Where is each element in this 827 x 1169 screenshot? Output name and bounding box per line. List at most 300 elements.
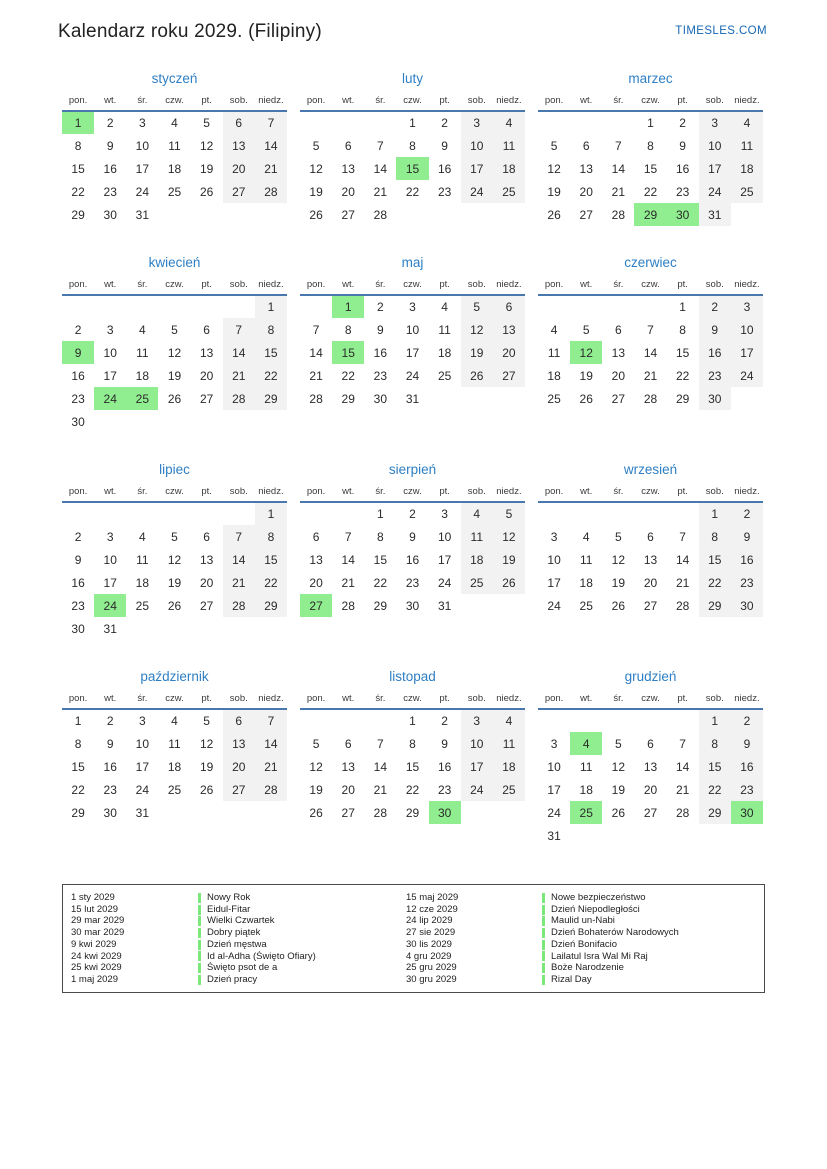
day-cell: 24 <box>405 368 420 383</box>
day-cell: 13 <box>199 552 214 567</box>
legend-holiday-label: Wielki Czwartek <box>207 915 275 927</box>
weekday-header: pon. <box>306 95 326 106</box>
legend-date: 4 gru 2029 <box>406 950 452 962</box>
weekday-header: niedz. <box>258 95 284 106</box>
day-cell: 11 <box>579 552 593 567</box>
day-cell: 29 <box>699 594 731 617</box>
holiday-day-cell: 15 <box>332 341 364 364</box>
day-cell: 25 <box>579 598 593 613</box>
month-grid <box>538 482 763 617</box>
day-cell: 21 <box>675 575 690 590</box>
empty-cell <box>570 111 602 134</box>
holiday-marker <box>542 905 545 915</box>
legend-holiday-label: Nowe bezpieczeństwo <box>551 892 646 903</box>
day-cell: 1 <box>679 300 686 314</box>
day-cell: 4 <box>461 502 493 525</box>
month-title: wrzesień <box>623 462 678 477</box>
day-cell: 18 <box>493 157 525 180</box>
day-cell: 8 <box>409 138 416 153</box>
day-cell: 6 <box>223 111 255 134</box>
day-cell: 4 <box>582 529 590 544</box>
day-cell: 9 <box>74 552 82 567</box>
day-cell: 30 <box>373 391 388 406</box>
day-cell: 18 <box>437 345 452 360</box>
legend-holiday-label: Rizal Day <box>551 973 592 985</box>
day-cell: 5 <box>171 322 178 337</box>
weekday-header: śr. <box>375 693 386 704</box>
day-cell: 12 <box>547 161 561 176</box>
empty-cell <box>602 709 634 732</box>
legend-holiday-name <box>198 904 406 916</box>
weekday-header: pon. <box>68 486 88 497</box>
weekday-header: pon. <box>544 693 564 704</box>
day-cell: 13 <box>341 161 355 176</box>
day-cell: 6 <box>203 322 210 337</box>
day-cell: 5 <box>615 529 622 544</box>
day-cell: 26 <box>461 364 493 387</box>
day-cell: 15 <box>643 161 658 176</box>
day-cell: 9 <box>731 732 763 755</box>
day-cell: 12 <box>199 736 214 751</box>
weekday-header: sob. <box>467 693 486 704</box>
day-cell: 14 <box>373 759 388 774</box>
day-cell: 29 <box>405 805 420 820</box>
day-cell: 10 <box>103 552 117 567</box>
legend-holiday-name <box>542 892 764 904</box>
weekday-header: pt. <box>439 95 450 106</box>
day-cell: 4 <box>139 529 146 544</box>
day-cell: 17 <box>135 161 150 176</box>
day-cell: 31 <box>135 805 150 820</box>
holiday-marker <box>542 940 545 950</box>
empty-cell <box>94 410 126 433</box>
empty-cell <box>570 295 602 318</box>
day-cell: 19 <box>493 548 525 571</box>
day-cell: 17 <box>405 345 420 360</box>
day-cell: 23 <box>373 368 388 383</box>
weekday-header: pon. <box>544 95 564 106</box>
day-cell: 10 <box>547 552 561 567</box>
day-cell: 28 <box>309 391 323 406</box>
weekday-header: sob. <box>467 95 486 106</box>
weekday-header: czw. <box>165 279 184 290</box>
day-cell: 6 <box>582 138 590 153</box>
weekday-header: wt. <box>104 279 117 290</box>
day-cell: 12 <box>611 759 626 774</box>
page-header <box>0 0 827 43</box>
day-cell: 1 <box>377 507 384 521</box>
day-cell: 2 <box>409 507 416 521</box>
day-cell: 17 <box>103 368 117 383</box>
weekday-header: czw. <box>641 486 660 497</box>
day-cell: 15 <box>373 552 388 567</box>
empty-cell <box>255 203 287 226</box>
day-cell: 2 <box>699 295 731 318</box>
day-cell: 5 <box>493 502 525 525</box>
day-cell: 7 <box>344 529 352 544</box>
day-cell: 20 <box>223 157 255 180</box>
day-cell: 3 <box>731 295 763 318</box>
day-cell: 6 <box>344 138 352 153</box>
holiday-marker <box>542 893 545 903</box>
day-cell: 23 <box>437 782 452 797</box>
day-cell: 16 <box>103 161 117 176</box>
day-cell: 8 <box>699 732 731 755</box>
day-cell: 26 <box>611 598 626 613</box>
legend-holiday-name <box>542 939 764 951</box>
weekday-header: sob. <box>229 486 248 497</box>
day-cell: 4 <box>550 322 558 337</box>
month-title: kwiecień <box>148 255 201 270</box>
month-grid <box>62 275 287 433</box>
weekday-header: wt. <box>580 95 593 106</box>
day-cell: 30 <box>731 594 763 617</box>
day-cell: 21 <box>223 364 255 387</box>
brand-link[interactable]: TIMESLES.COM <box>675 25 767 37</box>
empty-cell <box>602 824 634 847</box>
weekday-header: wt. <box>342 95 355 106</box>
day-cell: 22 <box>71 184 85 199</box>
weekday-header: pon. <box>68 693 88 704</box>
day-cell: 26 <box>579 391 593 406</box>
empty-cell <box>538 502 570 525</box>
day-cell: 3 <box>699 111 731 134</box>
empty-cell <box>493 387 525 410</box>
day-cell: 13 <box>493 318 525 341</box>
day-cell: 30 <box>103 805 117 820</box>
empty-cell <box>158 801 190 824</box>
legend-holiday-name <box>542 962 764 974</box>
weekday-header: śr. <box>613 693 624 704</box>
legend-date: 1 maj 2029 <box>71 973 119 985</box>
day-cell: 19 <box>167 575 182 590</box>
day-cell: 23 <box>405 575 420 590</box>
day-cell: 1 <box>255 295 287 318</box>
holiday-marker <box>198 963 201 973</box>
empty-cell <box>300 295 332 318</box>
empty-cell <box>62 295 94 318</box>
day-cell: 1 <box>699 709 731 732</box>
weekday-header: niedz. <box>258 486 284 497</box>
month-grid <box>538 275 763 410</box>
legend-holiday-name <box>198 974 406 986</box>
empty-cell <box>602 502 634 525</box>
day-cell: 19 <box>461 341 493 364</box>
month-grid <box>300 482 525 617</box>
month-title: październik <box>140 669 209 684</box>
holiday-marker <box>198 928 201 938</box>
months-grid <box>62 69 827 872</box>
day-cell: 26 <box>167 598 182 613</box>
day-cell: 29 <box>71 207 85 222</box>
day-cell: 7 <box>647 322 654 337</box>
month-grid <box>300 275 525 410</box>
empty-cell <box>191 617 223 640</box>
day-cell: 30 <box>699 387 731 410</box>
holiday-day-cell: 30 <box>429 801 461 824</box>
empty-cell <box>158 295 190 318</box>
empty-cell <box>396 203 428 226</box>
day-cell: 17 <box>437 552 452 567</box>
empty-cell <box>191 801 223 824</box>
legend-holiday-name <box>198 927 406 939</box>
day-cell: 3 <box>550 736 558 751</box>
empty-cell <box>300 111 332 134</box>
day-cell: 16 <box>373 345 388 360</box>
legend-holiday-label: Id al-Adha (Święto Ofiary) <box>207 950 316 962</box>
day-cell: 22 <box>643 184 658 199</box>
empty-cell <box>223 617 255 640</box>
day-cell: 18 <box>493 755 525 778</box>
day-cell: 28 <box>255 778 287 801</box>
holiday-day-cell: 15 <box>396 157 428 180</box>
weekday-header: wt. <box>342 693 355 704</box>
day-cell: 12 <box>493 525 525 548</box>
day-cell: 8 <box>255 318 287 341</box>
month-7 <box>62 460 287 667</box>
legend-holiday-label: Święto psot de a <box>207 962 278 974</box>
empty-cell <box>667 709 699 732</box>
day-cell: 29 <box>255 594 287 617</box>
day-cell: 12 <box>611 552 626 567</box>
day-cell: 26 <box>167 391 182 406</box>
day-cell: 18 <box>461 548 493 571</box>
legend-holiday-name <box>198 939 406 951</box>
empty-cell <box>94 295 126 318</box>
day-cell: 7 <box>223 525 255 548</box>
day-cell: 11 <box>461 525 493 548</box>
day-cell: 22 <box>405 184 420 199</box>
day-cell: 19 <box>579 368 593 383</box>
day-cell: 25 <box>135 598 150 613</box>
weekday-header: sob. <box>229 95 248 106</box>
day-cell: 17 <box>547 782 561 797</box>
legend-holiday-name <box>198 892 406 904</box>
legend-date: 9 kwi 2029 <box>71 938 117 950</box>
month-12 <box>538 667 763 872</box>
weekday-header: niedz. <box>734 486 760 497</box>
day-cell: 27 <box>611 391 626 406</box>
day-cell: 21 <box>309 368 323 383</box>
day-cell: 14 <box>309 345 323 360</box>
day-cell: 17 <box>461 157 493 180</box>
day-cell: 24 <box>731 364 763 387</box>
legend-holiday-label: Dzień pracy <box>207 973 258 985</box>
day-cell: 26 <box>309 207 323 222</box>
day-cell: 28 <box>675 598 690 613</box>
empty-cell <box>191 410 223 433</box>
weekday-header: pt. <box>201 693 212 704</box>
empty-cell <box>223 801 255 824</box>
holiday-marker <box>198 893 201 903</box>
empty-cell <box>634 502 666 525</box>
weekday-header: niedz. <box>496 693 522 704</box>
weekday-header: sob. <box>705 279 724 290</box>
day-cell: 11 <box>579 759 593 774</box>
day-cell: 25 <box>461 571 493 594</box>
day-cell: 4 <box>731 111 763 134</box>
weekday-header: pt. <box>439 693 450 704</box>
empty-cell <box>223 410 255 433</box>
day-cell: 23 <box>731 778 763 801</box>
weekday-header: niedz. <box>496 486 522 497</box>
day-cell: 23 <box>103 782 117 797</box>
weekday-header: niedz. <box>734 693 760 704</box>
day-cell: 11 <box>493 732 525 755</box>
day-cell: 22 <box>255 364 287 387</box>
legend-date: 1 sty 2029 <box>71 892 115 903</box>
day-cell: 15 <box>699 755 731 778</box>
legend-holiday-name <box>198 962 406 974</box>
day-cell: 7 <box>223 318 255 341</box>
day-cell: 3 <box>409 300 416 314</box>
day-cell: 6 <box>647 736 654 751</box>
day-cell: 16 <box>437 759 452 774</box>
month-title: listopad <box>389 669 436 684</box>
day-cell: 5 <box>171 529 178 544</box>
empty-cell <box>493 594 525 617</box>
weekday-header: pt. <box>201 279 212 290</box>
day-cell: 15 <box>255 341 287 364</box>
weekday-header: pon. <box>68 279 88 290</box>
day-cell: 10 <box>731 318 763 341</box>
day-cell: 27 <box>579 207 593 222</box>
day-cell: 9 <box>106 736 114 751</box>
day-cell: 30 <box>71 621 85 636</box>
empty-cell <box>158 203 190 226</box>
weekday-header: śr. <box>137 693 148 704</box>
month-grid <box>62 91 287 226</box>
weekday-header: sob. <box>229 693 248 704</box>
day-cell: 12 <box>309 161 323 176</box>
empty-cell <box>223 502 255 525</box>
day-cell: 13 <box>341 759 355 774</box>
weekday-header: pt. <box>201 95 212 106</box>
month-8 <box>300 460 525 667</box>
legend-holiday-label: Dzień Bohaterów Narodowych <box>551 927 679 939</box>
month-grid <box>62 689 287 824</box>
month-6 <box>538 253 763 460</box>
month-title: lipiec <box>159 462 190 477</box>
day-cell: 26 <box>611 805 626 820</box>
day-cell: 5 <box>461 295 493 318</box>
weekday-header: czw. <box>403 486 422 497</box>
day-cell: 5 <box>550 138 558 153</box>
empty-cell <box>602 295 634 318</box>
weekday-header: pon. <box>68 95 88 106</box>
day-cell: 24 <box>547 805 561 820</box>
empty-cell <box>126 502 158 525</box>
empty-cell <box>158 617 190 640</box>
empty-cell <box>300 502 332 525</box>
empty-cell <box>191 502 223 525</box>
empty-cell <box>429 203 461 226</box>
day-cell: 28 <box>373 805 388 820</box>
empty-cell <box>699 824 731 847</box>
day-cell: 14 <box>611 161 626 176</box>
day-cell: 1 <box>699 502 731 525</box>
weekday-header: wt. <box>580 486 593 497</box>
day-cell: 5 <box>203 714 210 728</box>
day-cell: 6 <box>647 529 654 544</box>
day-cell: 15 <box>71 759 85 774</box>
legend-column-1 <box>71 892 406 986</box>
day-cell: 27 <box>493 364 525 387</box>
weekday-header: pt. <box>439 279 450 290</box>
day-cell: 12 <box>167 552 182 567</box>
day-cell: 11 <box>136 345 149 360</box>
legend-date: 15 maj 2029 <box>406 892 459 903</box>
weekday-header: pon. <box>306 693 326 704</box>
empty-cell <box>255 410 287 433</box>
day-cell: 11 <box>168 736 181 751</box>
day-cell: 20 <box>493 341 525 364</box>
weekday-header: czw. <box>641 95 660 106</box>
day-cell: 2 <box>106 116 114 130</box>
day-cell: 19 <box>611 782 626 797</box>
day-cell: 19 <box>547 184 561 199</box>
empty-cell <box>461 801 493 824</box>
day-cell: 3 <box>441 507 448 521</box>
day-cell: 15 <box>255 548 287 571</box>
day-cell: 20 <box>643 782 658 797</box>
month-1 <box>62 69 287 253</box>
day-cell: 22 <box>699 778 731 801</box>
day-cell: 9 <box>441 736 448 751</box>
day-cell: 5 <box>203 116 210 130</box>
holiday-marker <box>198 940 201 950</box>
day-cell: 2 <box>74 529 82 544</box>
day-cell: 29 <box>255 387 287 410</box>
day-cell: 9 <box>106 138 114 153</box>
day-cell: 13 <box>223 134 255 157</box>
day-cell: 12 <box>309 759 323 774</box>
empty-cell <box>364 709 396 732</box>
weekday-header: wt. <box>342 279 355 290</box>
weekday-header: czw. <box>165 693 184 704</box>
weekday-header: śr. <box>375 279 386 290</box>
day-cell: 4 <box>139 322 146 337</box>
legend-holiday-label: Dzień męstwa <box>207 938 267 950</box>
day-cell: 27 <box>223 778 255 801</box>
empty-cell <box>731 387 763 410</box>
month-title: czerwiec <box>624 255 677 270</box>
day-cell: 16 <box>675 161 690 176</box>
day-cell: 24 <box>135 782 150 797</box>
day-cell: 1 <box>647 116 654 130</box>
day-cell: 20 <box>199 575 214 590</box>
empty-cell <box>731 824 763 847</box>
weekday-header: wt. <box>580 279 593 290</box>
day-cell: 22 <box>341 368 355 383</box>
day-cell: 10 <box>437 529 452 544</box>
empty-cell <box>538 111 570 134</box>
day-cell: 20 <box>309 575 323 590</box>
page-title: Kalendarz roku 2029. (Filipiny) <box>58 21 322 42</box>
day-cell: 3 <box>139 116 146 130</box>
day-cell: 25 <box>731 180 763 203</box>
month-9 <box>538 460 763 667</box>
weekday-header: sob. <box>705 95 724 106</box>
day-cell: 8 <box>679 322 686 337</box>
month-title: sierpień <box>388 462 437 477</box>
holiday-day-cell: 25 <box>126 387 158 410</box>
day-cell: 19 <box>199 161 214 176</box>
weekday-header: czw. <box>641 693 660 704</box>
day-cell: 7 <box>377 138 384 153</box>
day-cell: 14 <box>223 341 255 364</box>
day-cell: 1 <box>409 116 416 130</box>
